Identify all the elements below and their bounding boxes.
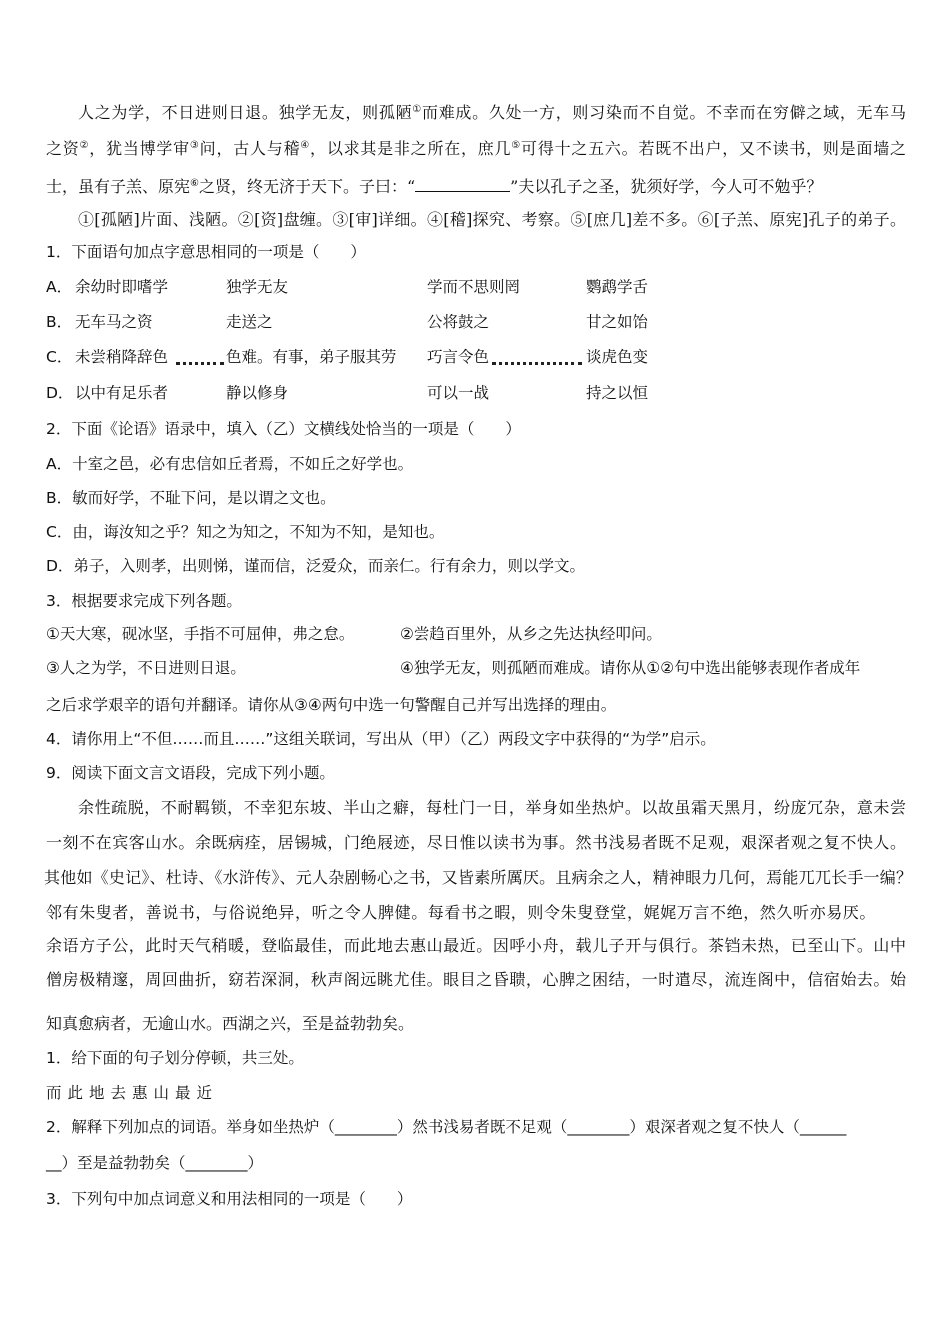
option-col: 未尝稍降辞色 bbox=[75, 348, 169, 366]
option-col: 余幼时即嗜学 bbox=[75, 278, 169, 296]
passage-line: 余性疏脱，不耐羁锁，不幸犯东坡、半山之癖，每杜门一日，举身如坐热炉。以故虽霜天黑月，纷庞冗杂，意未尝 bbox=[78, 798, 906, 817]
passage-line: 其他如《史记》、杜诗、《水浒传》、元人杂剧畅心之书，又皆素所厲厌。且病余之人，精神眼力几何，焉能兀兀长手一编？ bbox=[44, 868, 912, 887]
option-b bbox=[46, 311, 906, 333]
text: ，犹当博学审 bbox=[89, 139, 190, 158]
footnote-ref: ② bbox=[79, 140, 90, 151]
sentence-row bbox=[46, 657, 906, 679]
footnote-ref: ⑤ bbox=[511, 140, 522, 151]
text: ）然书浅易者既不足观（ bbox=[396, 1118, 568, 1136]
passage-line: 余语方子公，此时天气稍暖，登临最佳，而此地去惠山最近。因呼小舟，载儿子开与俱行。茶铛未热，已至山下。山中 bbox=[46, 936, 906, 955]
answer-blank[interactable]: __ bbox=[46, 1154, 62, 1172]
question-3-stem: 3．根据要求完成下列各题。 bbox=[46, 592, 242, 610]
answer-blank[interactable]: ______ bbox=[799, 1118, 847, 1136]
sentence-4: ④独学无友，则孤陋而难成。请你从①②句中选出能够表现作者成年 bbox=[400, 659, 861, 677]
sentence-row bbox=[46, 623, 906, 645]
sub-question-1-stem: 1．给下面的句子划分停顿，共三处。 bbox=[46, 1049, 304, 1067]
option-col: 公将鼓之 bbox=[427, 313, 490, 331]
answer-blank[interactable]: ________ bbox=[334, 1118, 397, 1136]
question-3-continued: 之后求学艰辛的语句并翻译。请你从③④两句中选一句警醒自己并写出选择的理由。 bbox=[46, 696, 617, 714]
passage-line bbox=[78, 102, 906, 124]
option-col: 色难。有事，弟子服其劳 bbox=[226, 348, 397, 366]
option-col: 学而不思则罔 bbox=[427, 278, 521, 296]
fill-blank[interactable] bbox=[415, 175, 510, 192]
passage-line bbox=[46, 138, 906, 160]
text: 2．解释下列加点的词语。举身如坐热炉（ bbox=[46, 1118, 335, 1136]
text: ）至是益勃勃矣（ bbox=[61, 1154, 186, 1172]
option-col: 持之以恒 bbox=[586, 384, 649, 402]
option-col: 巧言令色 bbox=[427, 348, 490, 366]
option-label: B． bbox=[46, 313, 73, 331]
option-col: 谈虎色变 bbox=[586, 348, 649, 366]
option-col: 独学无友 bbox=[226, 278, 289, 296]
option-col: 以中有足乐者 bbox=[75, 384, 169, 402]
footnote-ref: ⑥ bbox=[190, 178, 199, 189]
sentence-1: ①天大寒，砚冰坚，手指不可屈伸，弗之怠。 bbox=[46, 625, 355, 643]
answer-blank[interactable]: ________ bbox=[567, 1118, 630, 1136]
emphasis-dots bbox=[176, 348, 224, 365]
option-c: C．由，诲汝知之乎？知之为知之，不知为不知，是知也。 bbox=[46, 523, 445, 541]
text: 问，古人与稽 bbox=[199, 139, 301, 158]
passage-line: 一刻不在宾客山水。余既病痊，居锡城，门绝屐迹，尽日惟以读书为事。然书浅易者既不足观，艰深者观之复不快人。 bbox=[46, 833, 906, 852]
footnotes: ①[孤陋]片面、浅陋。②[资]盘缠。③[审]详细。④[稽]探究、考察。⑤[庶几]差不多。⑥[子羔、原宪]孔子的弟子。 bbox=[78, 210, 906, 229]
option-label: D． bbox=[46, 384, 74, 402]
sub-question-3-stem: 3．下列句中加点词意义和用法相同的一项是（ ） bbox=[46, 1190, 413, 1208]
option-col: 走送之 bbox=[226, 313, 273, 331]
question-4-stem: 4．请你用上“不但……而且……”这组关联词，写出从（甲）（乙）两段文字中获得的“为学”启示。 bbox=[46, 730, 716, 748]
text: 可得十之五六。若既不出户，又不读书，则是面墙之 bbox=[521, 139, 906, 158]
option-col: 可以一战 bbox=[427, 384, 490, 402]
footnote-ref: ① bbox=[412, 104, 422, 115]
pause-sentence: 而此地去惠山最近 bbox=[46, 1084, 219, 1102]
option-c bbox=[46, 346, 906, 368]
option-label: A． bbox=[46, 278, 73, 296]
passage-line: 僧房极精邃，周回曲折，窈若深洞，秋声阁远眺尤佳。眼目之昏聩，心脾之困结，一时遣尽，流连阁中，信宿始去。始 bbox=[46, 970, 906, 989]
text: 人之为学，不日进则日退。独学无友，则孤陋 bbox=[78, 103, 413, 122]
question-1-stem: 1．下面语句加点字意思相同的一项是（ ） bbox=[46, 243, 366, 261]
sentence-2: ②尝趋百里外，从乡之先达执经叩问。 bbox=[400, 625, 662, 643]
passage-line: 知真愈病者，无逾山水。西湖之兴，至是益勃勃矣。 bbox=[46, 1014, 415, 1033]
text: ） bbox=[247, 1154, 264, 1172]
footnote-ref: ③ bbox=[189, 140, 200, 151]
text: 之贤，终无济于天下。子曰：“ bbox=[198, 177, 416, 196]
option-label: C． bbox=[46, 348, 73, 366]
emphasis-dots bbox=[492, 348, 582, 365]
text: ）艰深者观之复不快人（ bbox=[629, 1118, 800, 1136]
footnote-ref: ④ bbox=[300, 140, 311, 151]
option-d bbox=[46, 382, 906, 404]
option-col: 鹦鹉学舌 bbox=[586, 278, 649, 296]
option-col: 甘之如饴 bbox=[586, 313, 649, 331]
option-d: D．弟子，入则孝，出则悌，谨而信，泛爱众，而亲仁。行有余力，则以学文。 bbox=[46, 557, 585, 575]
option-col: 无车马之资 bbox=[75, 313, 153, 331]
passage-line: 邻有朱叟者，善说书，与俗说绝异，听之令人脾健。每看书之暇，则令朱叟登堂，娓娓万言不绝，然久听亦易厌。 bbox=[46, 903, 877, 922]
question-2-stem: 2．下面《论语》语录中，填入（乙）文横线处恰当的一项是（ ） bbox=[46, 420, 521, 438]
question-9-stem: 9．阅读下面文言文语段，完成下列小题。 bbox=[46, 764, 335, 782]
answer-blank[interactable]: ________ bbox=[185, 1154, 248, 1172]
option-a: A．十室之邑，必有忠信如丘者焉，不如丘之好学也。 bbox=[46, 455, 414, 473]
text: 之资 bbox=[46, 139, 80, 158]
text: ，以求其是非之所在，庶几 bbox=[310, 139, 512, 158]
sub-question-2-line bbox=[46, 1152, 906, 1174]
text: 而难成。久处一方，则习染而不自觉。不幸而在穷僻之域，无车马 bbox=[421, 103, 906, 122]
option-a bbox=[46, 276, 906, 298]
text: 士，虽有子羔、原宪 bbox=[46, 177, 191, 196]
option-col: 静以修身 bbox=[226, 384, 289, 402]
sentence-3: ③人之为学，不日进则日退。 bbox=[46, 659, 246, 677]
text: ”夫以孔子之圣，犹须好学，今人可不勉乎？ bbox=[510, 177, 823, 196]
passage-line bbox=[46, 175, 866, 197]
option-b: B．敏而好学，不耻下问，是以谓之文也。 bbox=[46, 489, 336, 507]
sub-question-2-line bbox=[46, 1116, 906, 1138]
